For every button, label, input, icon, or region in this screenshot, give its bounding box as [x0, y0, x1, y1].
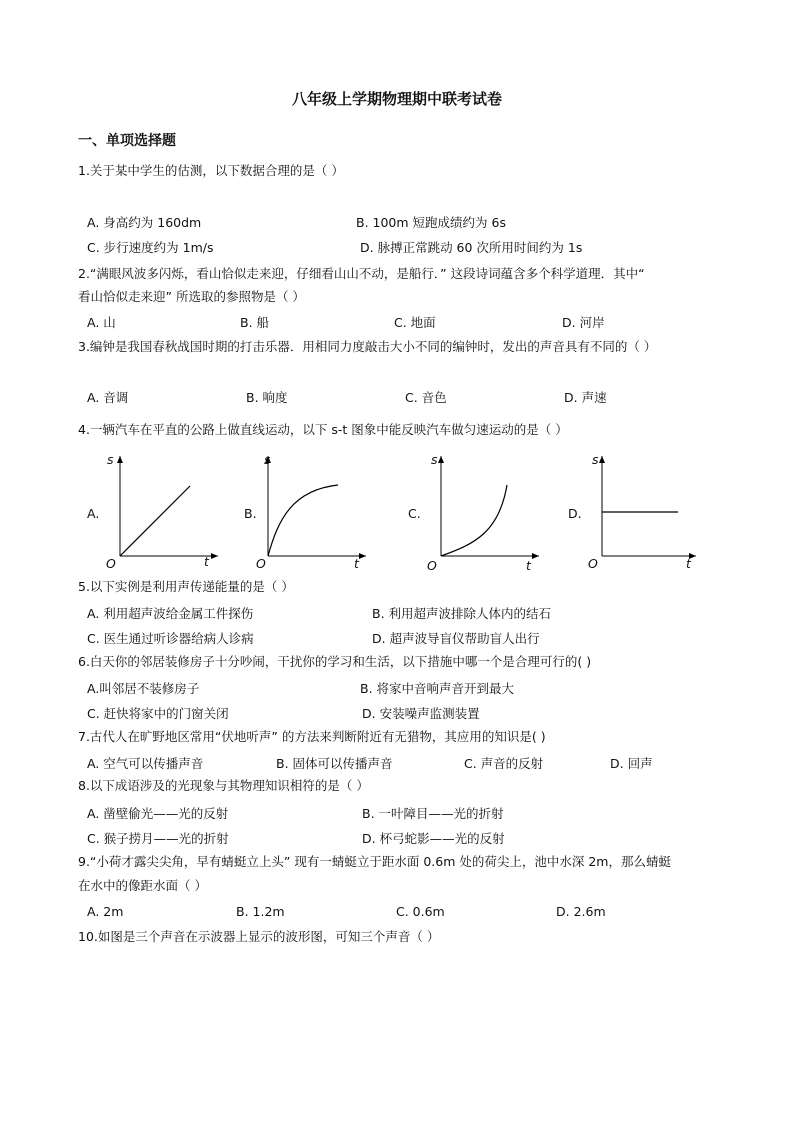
graph-c-s-label: s	[431, 452, 438, 467]
question-1-stem: 1.关于某中学生的估测，以下数据合理的是（ ）	[78, 163, 344, 178]
question-2-stem-line1: 2.“满眼风波多闪烁，看山恰似走来迎，仔细看山山不动，是船行．” 这段诗词蕴含多个科学道理．其中“	[78, 266, 645, 281]
q9-option-d[interactable]: D. 2.6m	[556, 904, 606, 919]
question-2-stem-line2: 看山恰似走来迎” 所选取的参照物是（ ）	[78, 289, 305, 304]
q2-option-a[interactable]: A. 山	[87, 315, 116, 330]
q6-option-c[interactable]: C. 赶快将家中的门窗关闭	[87, 706, 229, 721]
question-8-stem: 8.以下成语涉及的光现象与其物理知识相符的是（ ）	[78, 778, 369, 793]
graph-b-s-label: s	[264, 452, 271, 467]
graph-b-t-label: t	[354, 556, 359, 571]
question-10-stem: 10.如图是三个声音在示波器上显示的波形图，可知三个声音（ ）	[78, 929, 440, 944]
graph-c-accelerating	[425, 450, 545, 580]
q7-option-a[interactable]: A. 空气可以传播声音	[87, 756, 204, 771]
graph-d-s-label: s	[592, 452, 599, 467]
q8-option-a[interactable]: A. 凿壁偷光——光的反射	[87, 806, 229, 821]
q6-option-a[interactable]: A.叫邻居不装修房子	[87, 681, 200, 696]
q9-option-b[interactable]: B. 1.2m	[236, 904, 285, 919]
graph-a-origin: O	[106, 556, 116, 571]
q7-option-b[interactable]: B. 固体可以传播声音	[276, 756, 393, 771]
q1-option-d[interactable]: D. 脉搏正常跳动 60 次所用时间约为 1s	[360, 240, 583, 255]
q3-option-d[interactable]: D. 声速	[564, 390, 607, 405]
graph-a-t-label: t	[204, 554, 209, 569]
question-4-stem: 4.一辆汽车在平直的公路上做直线运动，以下 s-t 图象中能反映汽车做匀速运动的是（ ）	[78, 422, 568, 437]
page-title: 八年级上学期物理期中联考试卷	[291, 90, 502, 108]
q6-option-d[interactable]: D. 安装噪声监测装置	[362, 706, 480, 721]
q7-option-c[interactable]: C. 声音的反射	[464, 756, 544, 771]
question-3-stem: 3.编钟是我国春秋战国时期的打击乐器．用相同力度敲击大小不同的编钟时，发出的声音具有不同的（ ）	[78, 339, 657, 354]
q7-option-d[interactable]: D. 回声	[610, 756, 653, 771]
question-5-stem: 5.以下实例是利用声传递能量的是（ ）	[78, 579, 294, 594]
q2-option-b[interactable]: B. 船	[240, 315, 270, 330]
q8-option-b[interactable]: B. 一叶障目——光的折射	[362, 806, 504, 821]
question-7-stem: 7.古代人在旷野地区常用“伏地听声” 的方法来判断附近有无猎物，其应用的知识是( )	[78, 729, 546, 744]
q9-option-c[interactable]: C. 0.6m	[396, 904, 445, 919]
graph-b-decelerating	[252, 450, 372, 580]
q1-option-c[interactable]: C. 步行速度约为 1m/s	[87, 240, 214, 255]
q5-option-c[interactable]: C. 医生通过听诊器给病人诊病	[87, 631, 254, 646]
graph-c-t-label: t	[526, 558, 531, 573]
graph-a-linear	[104, 450, 224, 580]
q8-option-c[interactable]: C. 猴子捞月——光的折射	[87, 831, 229, 846]
q5-option-a[interactable]: A. 利用超声波给金属工件探伤	[87, 606, 254, 621]
q6-option-b[interactable]: B. 将家中音响声音开到最大	[360, 681, 515, 696]
q3-option-b[interactable]: B. 响度	[246, 390, 288, 405]
q3-option-a[interactable]: A. 音调	[87, 390, 129, 405]
q5-option-b[interactable]: B. 利用超声波排除人体内的结石	[372, 606, 552, 621]
graph-d-constant	[586, 450, 706, 580]
q1-option-b[interactable]: B. 100m 短跑成绩约为 6s	[356, 215, 506, 230]
q2-option-c[interactable]: C. 地面	[394, 315, 436, 330]
q4-option-c[interactable]: C.	[408, 506, 421, 521]
graph-c-origin: O	[427, 558, 437, 573]
graph-b-origin: O	[256, 556, 266, 571]
graph-d-t-label: t	[686, 556, 691, 571]
q4-option-a[interactable]: A.	[87, 506, 100, 521]
question-6-stem: 6.白天你的邻居装修房子十分吵闹，干扰你的学习和生活，以下措施中哪一个是合理可行的( )	[78, 654, 592, 669]
q5-option-d[interactable]: D. 超声波导盲仪帮助盲人出行	[372, 631, 540, 646]
q8-option-d[interactable]: D. 杯弓蛇影——光的反射	[362, 831, 505, 846]
question-9-stem-line2: 在水中的像距水面（ ）	[78, 878, 207, 893]
section-heading: 一、单项选择题	[78, 133, 176, 149]
q3-option-c[interactable]: C. 音色	[405, 390, 447, 405]
graph-a-s-label: s	[107, 452, 114, 467]
q9-option-a[interactable]: A. 2m	[87, 904, 124, 919]
question-9-stem-line1: 9.“小荷才露尖尖角，早有蜻蜓立上头” 现有一蜻蜓立于距水面 0.6m 处的荷尖上，池中水深 2m，那么蜻蜓	[78, 854, 671, 869]
q1-option-a[interactable]: A. 身高约为 160dm	[87, 215, 202, 230]
graph-d-origin: O	[588, 556, 598, 571]
q2-option-d[interactable]: D. 河岸	[562, 315, 605, 330]
q4-option-b[interactable]: B.	[244, 506, 257, 521]
q4-option-d[interactable]: D.	[568, 506, 582, 521]
